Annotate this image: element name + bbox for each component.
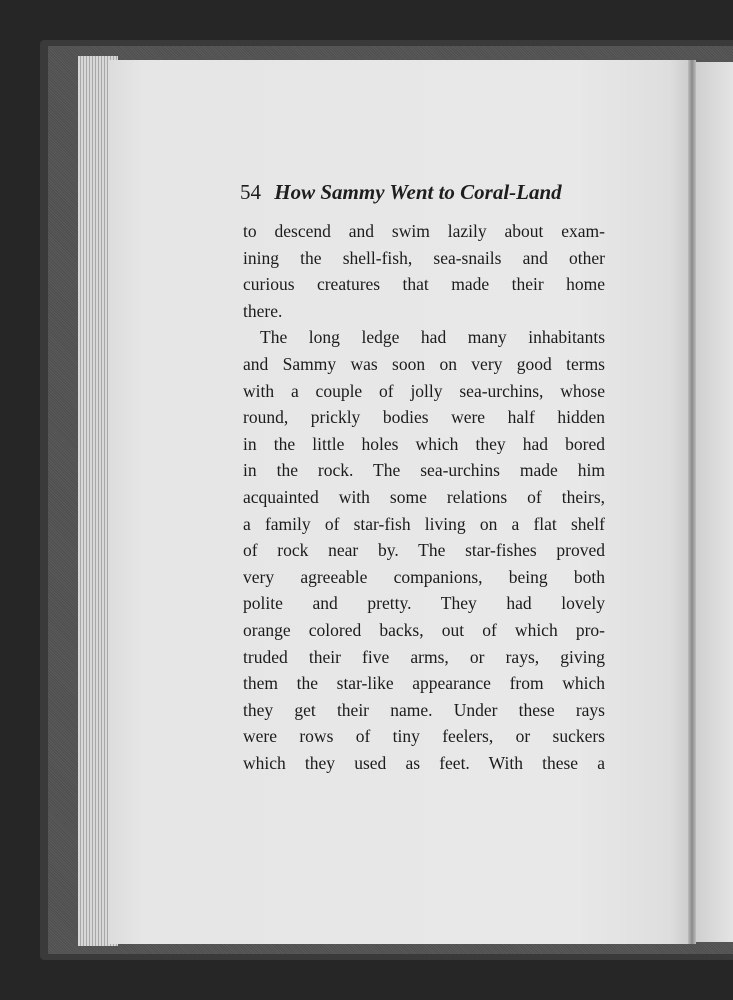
text-line: a family of star-fish living on a flat shelf — [243, 513, 605, 534]
text-line: there. — [243, 300, 283, 321]
text-line: were rows of tiny feelers, or suckers — [243, 726, 605, 747]
text-line: acquainted with some relations of theirs, — [243, 486, 605, 507]
body-text — [243, 218, 605, 776]
running-title: How Sammy Went to Coral-Land — [274, 180, 562, 204]
page-number: 54 — [240, 180, 261, 204]
text-line: polite and pretty. They had lovely — [243, 593, 605, 614]
text-line: very agreeable companions, being both — [243, 566, 605, 587]
text-line: truded their five arms, or rays, giving — [243, 646, 605, 667]
text-line: The long ledge had many inhabitants — [260, 327, 605, 348]
text-line: and Sammy was soon on very good terms — [243, 353, 605, 374]
page-gutter — [688, 60, 696, 944]
text-line: in the rock. The sea-urchins made him — [243, 460, 605, 481]
text-line: orange colored backs, out of which pro- — [243, 619, 605, 640]
text-line: in the little holes which they had bored — [243, 433, 605, 454]
text-line: ining the shell-fish, sea-snails and other — [243, 247, 605, 268]
text-line: which they used as feet. With these a — [243, 752, 605, 773]
text-line: them the star-like appearance from which — [243, 673, 605, 694]
text-line: of rock near by. The star-fishes proved — [243, 540, 605, 561]
facing-page — [696, 62, 733, 942]
running-head — [240, 180, 620, 210]
text-line: curious creatures that made their home — [243, 274, 605, 295]
text-line: round, prickly bodies were half hidden — [243, 407, 605, 428]
text-line: to descend and swim lazily about exam- — [243, 221, 605, 241]
text-line: they get their name. Under these rays — [243, 699, 605, 720]
text-line: with a couple of jolly sea-urchins, whose — [243, 380, 605, 401]
